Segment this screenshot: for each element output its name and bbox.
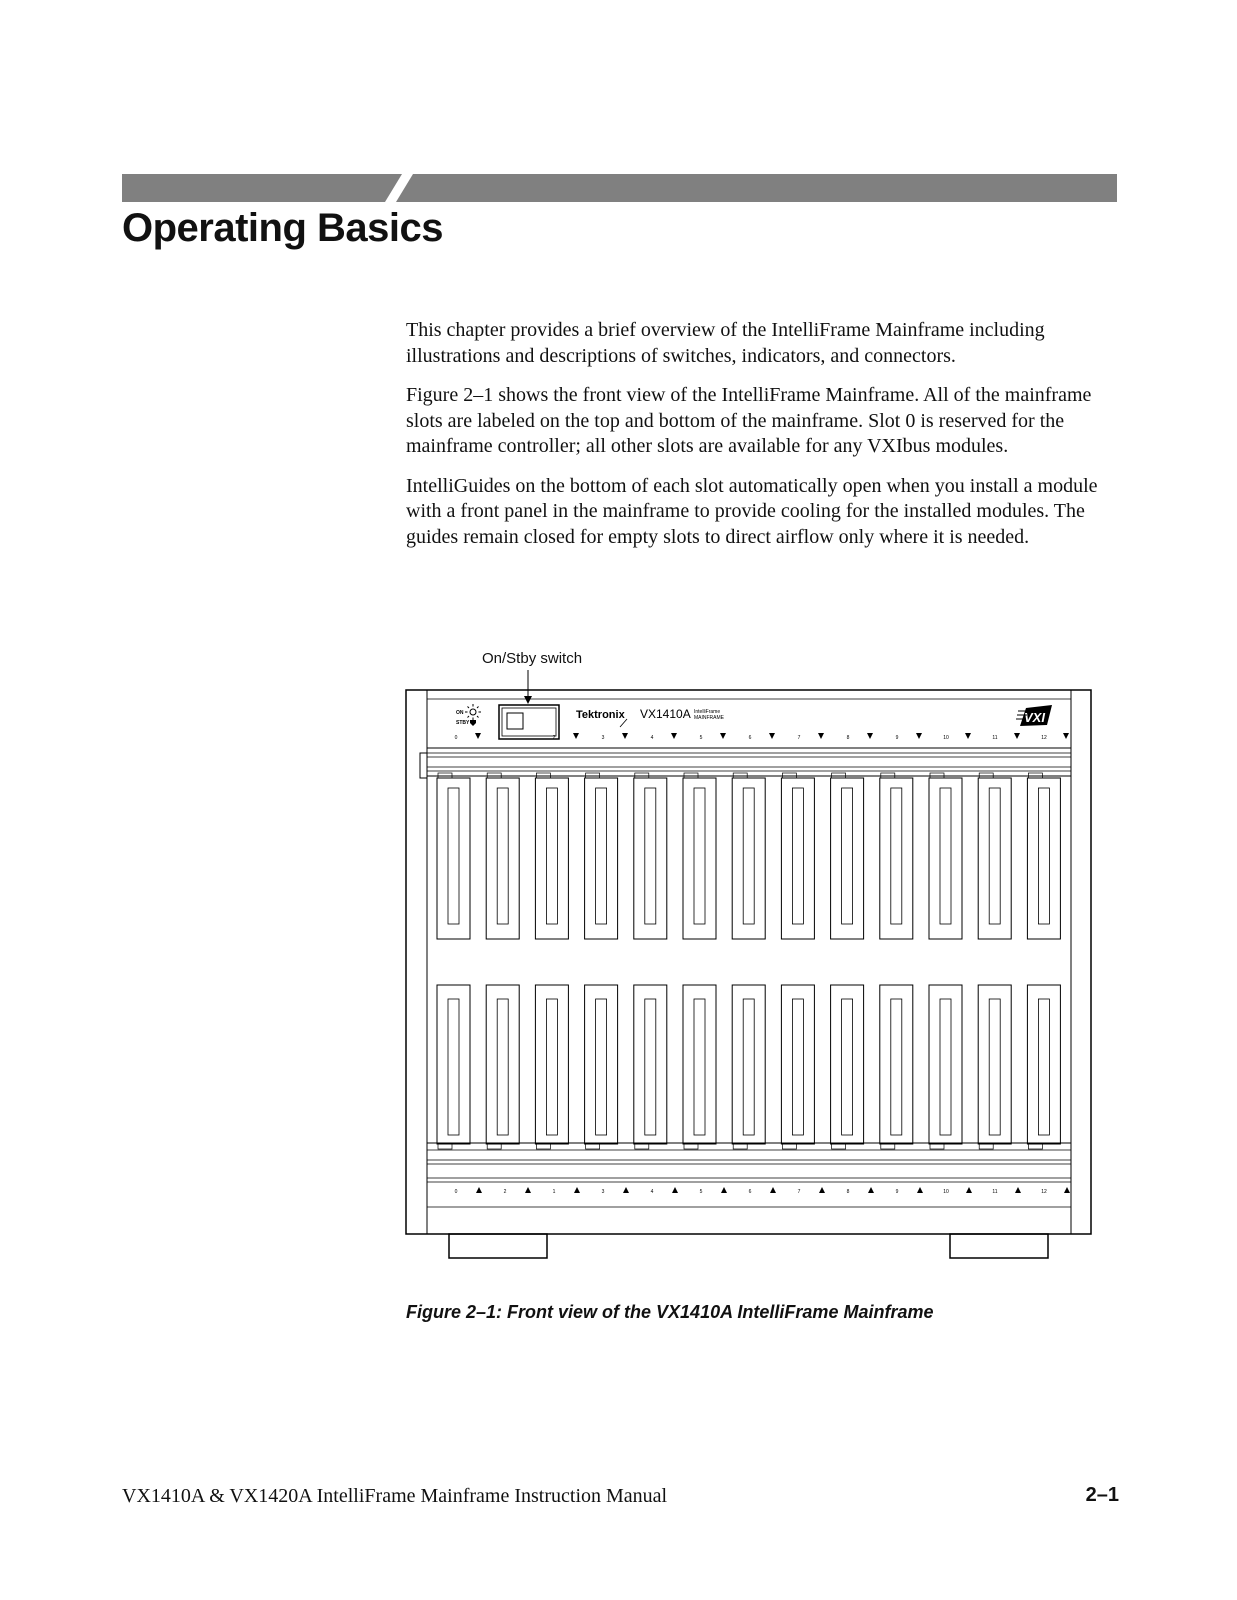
bottom-slot-label-3: 3 (601, 1189, 605, 1195)
stby-indicator-icon (470, 720, 476, 726)
bottom-slot-arrow-6 (770, 1187, 776, 1193)
bottom-slot-label-row (455, 1187, 1070, 1195)
bottom-slot-label-1: 2 (503, 1189, 507, 1195)
paragraph-front-view: Figure 2–1 shows the front view of the IntelliFrame Mainframe. All of the mainframe slots are labeled on the top and bottom of the mainframe. Slot 0 is reserved for the mainframe controller; all other slots are available for any VXIbus modules. (406, 384, 1092, 457)
top-slot-label-5: 5 (699, 735, 703, 741)
slot-8 (831, 773, 864, 1149)
on-label: ON (456, 710, 464, 716)
mainframe-front-view-figure (400, 666, 1100, 1266)
bottom-slot-arrow-2 (574, 1187, 580, 1193)
top-slot-label-10: 10 (943, 735, 949, 741)
vxi-logo (1016, 705, 1052, 726)
top-slot-arrow-2 (573, 733, 579, 739)
model-label: VX1410A (640, 707, 691, 721)
bottom-slot-arrow-3 (623, 1187, 629, 1193)
top-slot-label-8: 8 (846, 735, 850, 741)
top-slot-label-4: 4 (650, 735, 654, 741)
top-slot-label-2: 2 (552, 735, 556, 741)
top-slot-label-0: 0 (454, 735, 458, 741)
slot-6 (732, 773, 765, 1149)
slot-cards (437, 773, 1060, 1149)
top-slot-label-12: 12 (1041, 735, 1047, 741)
bottom-slot-label-8: 8 (846, 1189, 850, 1195)
top-slot-label-9: 9 (895, 735, 899, 741)
top-slot-arrow-12 (1063, 733, 1069, 739)
top-slot-arrow-6 (769, 733, 775, 739)
bottom-slot-label-10: 10 (943, 1189, 949, 1195)
figure-caption: Figure 2–1: Front view of the VX1410A IntelliFrame Mainframe (406, 1302, 934, 1322)
body-text (406, 318, 1111, 564)
slot-12 (1027, 773, 1060, 1149)
bottom-slot-arrow-5 (721, 1187, 727, 1193)
top-slot-arrow-0 (475, 733, 481, 739)
callout-on-stby-switch: On/Stby switch (482, 650, 583, 667)
slot-7 (781, 773, 814, 1149)
chapter-title: Operating Basics (122, 206, 444, 250)
top-slot-label-7: 7 (797, 735, 801, 741)
top-slot-label-row (455, 733, 1069, 741)
top-slot-arrow-4 (671, 733, 677, 739)
top-slot-label-11: 11 (992, 735, 998, 741)
bottom-slot-label-11: 11 (992, 1189, 998, 1195)
bottom-slot-label-6: 6 (748, 1189, 752, 1195)
bottom-slot-label-2: 1 (552, 1189, 556, 1195)
top-slot-label-3: 3 (601, 735, 605, 741)
slot-10 (929, 773, 962, 1149)
bottom-slot-arrow-0 (476, 1187, 482, 1193)
bottom-slot-label-5: 5 (699, 1189, 703, 1195)
right-foot (950, 1234, 1048, 1258)
paragraph-intelliguides: IntelliGuides on the bottom of each slot automatically open when you install a module with a front panel in the mainframe to provide cooling for the installed modules. The guides remain closed for empty slots to direct airflow only where it is needed. (406, 474, 1098, 548)
bottom-slot-label-7: 7 (797, 1189, 801, 1195)
slot-11 (978, 773, 1011, 1149)
power-indicator-icon (465, 704, 481, 720)
bottom-slot-arrow-10 (966, 1187, 972, 1193)
paragraph-intro: This chapter provides a brief overview of the IntelliFrame Mainframe including illustrations and descriptions of switches, indicators, and connectors. (406, 319, 1045, 367)
product-line-2: MAINFRAME (694, 715, 724, 721)
stby-label: STBY (456, 720, 470, 726)
top-slot-arrow-8 (867, 733, 873, 739)
bottom-slot-label-9: 9 (895, 1189, 899, 1195)
footer-page-number: 2–1 (1085, 1484, 1119, 1506)
top-slot-arrow-11 (1014, 733, 1020, 739)
bottom-slot-arrow-9 (917, 1187, 923, 1193)
slot-1 (486, 773, 519, 1149)
top-slot-arrow-5 (720, 733, 726, 739)
slot-3 (585, 773, 618, 1149)
slot-4 (634, 773, 667, 1149)
svg-text:VXI: VXI (1024, 710, 1045, 725)
mainframe-outer-frame (406, 690, 1091, 1234)
top-slot-arrow-10 (965, 733, 971, 739)
slot-5 (683, 773, 716, 1149)
bottom-slot-arrow-8 (868, 1187, 874, 1193)
left-foot (449, 1234, 547, 1258)
slot-0 (437, 773, 470, 1149)
top-slot-arrow-3 (622, 733, 628, 739)
slot-9 (880, 773, 913, 1149)
bottom-slot-label-4: 4 (650, 1189, 654, 1195)
top-slot-arrow-9 (916, 733, 922, 739)
top-slot-arrow-7 (818, 733, 824, 739)
product-line-1: IntelliFrame (694, 709, 721, 715)
bottom-slot-arrow-1 (525, 1187, 531, 1193)
bottom-slot-arrow-7 (819, 1187, 825, 1193)
callout-arrowhead (524, 696, 532, 704)
slot-2 (535, 773, 568, 1149)
brand-logo: Tektronix (576, 709, 625, 721)
bottom-slot-arrow-4 (672, 1187, 678, 1193)
footer-manual-title: VX1410A & VX1420A IntelliFrame Mainframe Instruction Manual (122, 1485, 668, 1507)
chapter-header-bar (122, 174, 1117, 202)
bottom-slot-arrow-11 (1015, 1187, 1021, 1193)
on-stby-switch (499, 705, 559, 739)
bottom-slot-label-0: 0 (454, 1189, 458, 1195)
bottom-slot-label-12: 12 (1041, 1189, 1047, 1195)
top-slot-label-6: 6 (748, 735, 752, 741)
bottom-slot-arrow-12 (1064, 1187, 1070, 1193)
